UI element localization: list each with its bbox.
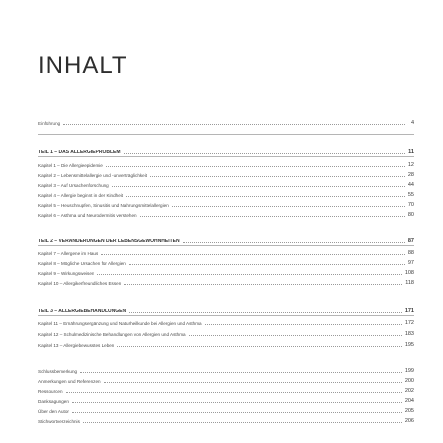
toc-entry-label: Kapitel 1 – Die Allergieepidemie [38,163,103,168]
toc-entry-label: Über den Autor [38,409,69,414]
dot-leader [80,371,402,373]
part-underline [38,245,414,246]
toc-entry[interactable] [38,268,414,276]
toc-entry-page: 183 [404,331,414,337]
dot-leader [101,253,405,255]
toc-entry-label: Kapitel 7 – Allergene im Haus [38,251,99,256]
dot-leader [83,421,402,423]
dot-leader [189,334,402,336]
toc-entry[interactable] [38,258,414,266]
toc-part-page: 11 [408,149,414,155]
toc-entry-page: 80 [407,212,414,218]
toc-part-label: TEIL 1 – DAS ALLERGIEPROBLEM [38,150,121,155]
toc-entry-page: 200 [404,378,414,384]
toc-part-label: TEIL 3 – ALLERGIEBEHANDLUNGEN [38,309,127,314]
toc-entry-label: Ressourcen [38,389,63,394]
toc-entry-label: Kapitel 9 – Wirkungsweisen [38,271,95,276]
toc-part-heading[interactable] [38,236,414,244]
toc-entry-label: Kapitel 5 – Heuschnupfen, Sinusitis und Nahrungsmittelallergien [38,203,169,208]
part-underline [38,315,414,316]
toc-entry-label: Kapitel 12 – Schulmedizinische Behandlungen von Allergien und Asthma [38,332,186,337]
toc-entry-page: 28 [407,172,414,178]
toc-part-label: TEIL 2 – VERÄNDERUNGEN DER LEBENSGEWOHNHEITEN [38,239,180,244]
dot-leader [129,311,402,313]
dot-leader [129,263,405,265]
toc-entry-label: Kapitel 13 – Allergiebewusstes Leben [38,343,115,348]
dot-leader [63,123,405,125]
toc-entry-page: 44 [407,182,414,188]
toc-entry-label: Stichwortverzeichnis [38,419,80,424]
toc-entry-label: Anmerkungen und Referenzen [38,379,101,384]
toc-entry[interactable] [38,396,414,404]
toc-entry[interactable] [38,170,414,178]
toc-entry-label: Kapitel 11 – Ernährungsergänzung und Naturheilkunde bei Allergien und Asthma [38,321,202,326]
toc-entry-label: Kapitel 10 – Allergikerfreundliches Essen [38,281,122,286]
section-divider [38,134,414,135]
dot-leader [117,345,401,347]
toc-entry-label: Einführung [38,121,61,126]
toc-entry[interactable] [38,376,414,384]
toc-entry-page: 118 [405,280,414,286]
toc-entry[interactable] [38,180,414,188]
dot-leader [183,241,405,243]
toc-entry-page: 55 [407,192,414,198]
toc-entry[interactable] [38,318,414,326]
dot-leader [150,175,405,177]
toc-entry[interactable] [38,416,414,424]
dot-leader [172,205,405,207]
dot-leader [205,323,402,325]
dot-leader [126,195,405,197]
toc-entry-label: Kapitel 6 – Asthma und Neurodermitis verstehen [38,213,137,218]
dot-leader [66,391,402,393]
toc-entry-page: 204 [404,398,414,404]
toc-entry-page: 4 [410,120,414,126]
toc-entry[interactable] [38,210,414,218]
dot-leader [124,152,405,154]
toc-part-heading[interactable] [38,306,414,314]
toc-entry-page: 172 [404,320,414,326]
toc-entry-page: 195 [404,342,414,348]
toc-entry[interactable] [38,329,414,337]
toc-entry-page: 88 [407,250,414,256]
toc-entry-page: 70 [407,202,414,208]
toc-part-page: 171 [404,308,414,314]
dot-leader [112,185,405,187]
dot-leader [140,215,405,217]
toc-entry-page: 12 [407,162,414,168]
toc-entry-label: Schlussbemerkung [38,369,78,374]
dot-leader [97,273,401,275]
toc-entry[interactable] [38,160,414,168]
toc-entry[interactable] [38,278,414,286]
toc-entry-label: Kapitel 3 – Auf Ursachenforschung [38,183,109,188]
toc-entry-page: 206 [404,418,414,424]
toc-part-page: 87 [407,238,414,244]
part-underline [38,156,414,157]
toc-entry[interactable] [38,340,414,348]
toc-entry[interactable] [38,366,414,374]
toc-entry-label: Kapitel 2 – Lebensmittelallergie und -unverträglichkeit [38,173,148,178]
toc-entry-page: 205 [404,408,414,414]
toc-entry-intro[interactable] [38,118,414,126]
dot-leader [106,165,405,167]
toc-part-heading[interactable] [38,147,414,155]
dot-leader [104,381,402,383]
toc-entry[interactable] [38,200,414,208]
toc-entry[interactable] [38,248,414,256]
toc-entry[interactable] [38,406,414,414]
toc-entry-label: Kapitel 4 – Allergie beginnt in der Kindheit [38,193,124,198]
toc-entry-page: 97 [407,260,414,266]
dot-leader [72,411,402,413]
toc-entry[interactable] [38,386,414,394]
toc-entry-label: Danksagungen [38,399,69,404]
dot-leader [72,401,402,403]
dot-leader [124,283,402,285]
toc-entry-label: Kapitel 8 – Mögliche Ursachen für Allergien [38,261,126,266]
toc-entry-page: 108 [404,270,414,276]
page-title: INHALT [38,52,128,79]
toc-entry-page: 199 [404,368,414,374]
toc-entry-page: 202 [404,388,414,394]
toc-entry[interactable] [38,190,414,198]
